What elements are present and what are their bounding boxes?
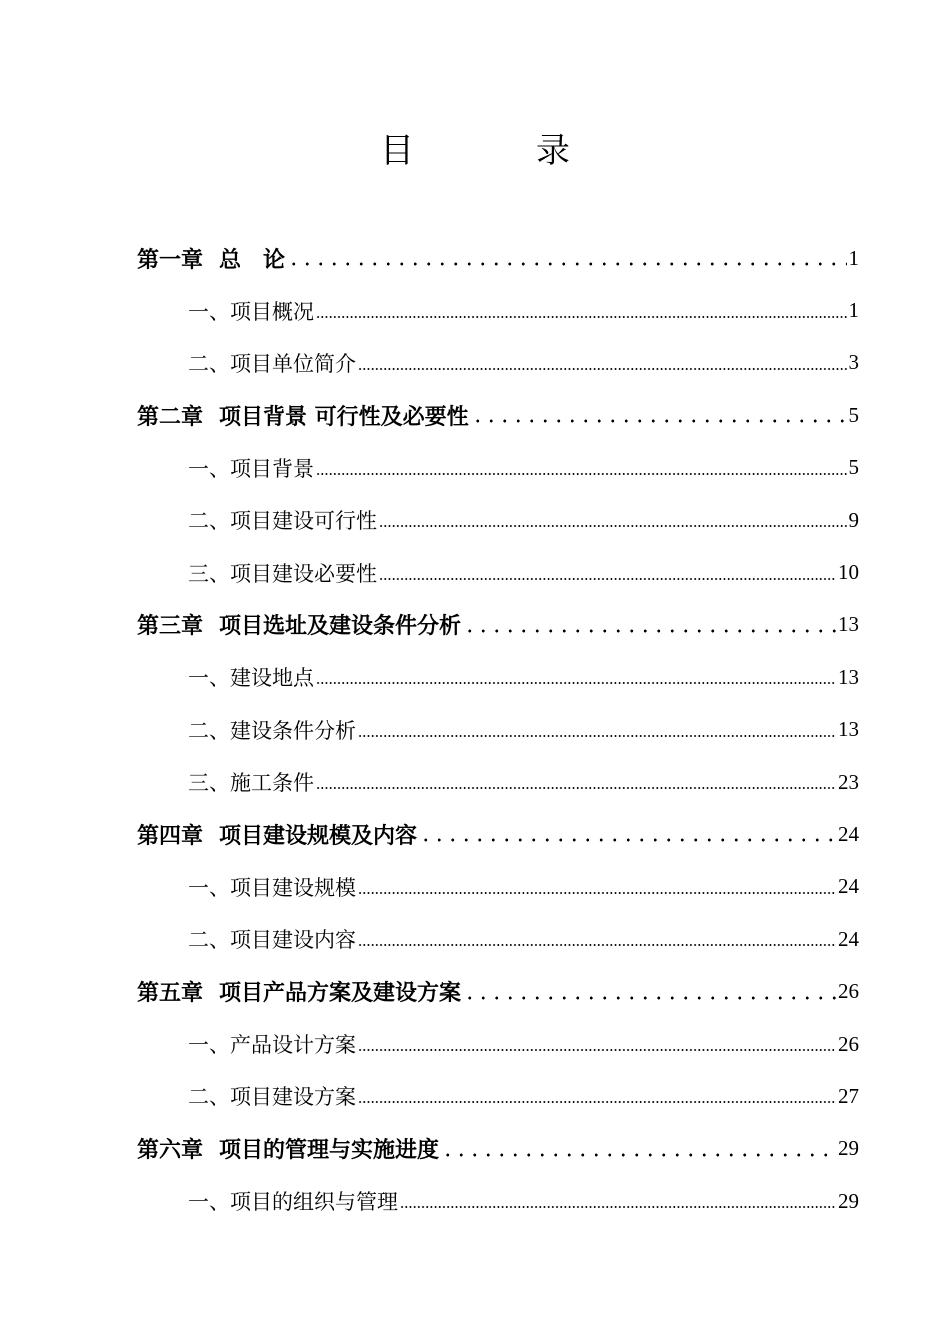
toc-entry-label (188, 1029, 356, 1059)
toc-entry-title: 项目产品方案及建设方案 (219, 980, 462, 1007)
toc-entry-title: 二、建设条件分析 (188, 718, 356, 743)
toc-entry-label (188, 505, 377, 535)
toc-entry-title: 总 论 (219, 246, 286, 273)
toc-section-entry[interactable] (137, 704, 859, 756)
dot-leader (358, 891, 836, 895)
dot-leader (379, 524, 847, 528)
toc-page-number: 26 (838, 979, 859, 1004)
dot-leader (358, 367, 847, 371)
toc-entry-title: 一、项目背景 (188, 456, 314, 481)
toc-section-entry[interactable] (137, 337, 859, 389)
dot-leader (358, 734, 836, 738)
toc-entry-label (137, 1133, 439, 1164)
toc-page-number: 1 (848, 298, 859, 323)
dot-leader (316, 472, 847, 476)
toc-page-number: 9 (848, 507, 859, 532)
toc-page-number: 13 (838, 612, 859, 637)
toc-section-entry[interactable] (137, 651, 859, 703)
chapter-number: 第四章 (137, 822, 204, 849)
toc-section-entry[interactable] (137, 756, 859, 808)
dot-leader (471, 418, 847, 424)
chapter-number: 第五章 (137, 980, 204, 1007)
toc-entry-title: 三、施工条件 (188, 771, 314, 796)
toc-entry-label (188, 296, 314, 326)
toc-page-number: 3 (848, 350, 859, 375)
page-title: 目 录 (380, 131, 614, 171)
dot-leader (419, 837, 836, 843)
toc-entry-title: 二、项目建设可行性 (188, 509, 377, 534)
chapter-number: 第一章 (137, 246, 204, 273)
dot-leader (358, 1100, 836, 1104)
toc-page-number: 1 (848, 245, 859, 270)
dot-leader (400, 1205, 836, 1209)
toc-page-number: 24 (838, 926, 859, 951)
toc-section-entry[interactable] (137, 861, 859, 913)
dot-leader (441, 1152, 836, 1158)
toc-entry-title: 一、产品设计方案 (188, 1033, 356, 1058)
dot-leader (316, 681, 836, 685)
dot-leader (316, 786, 836, 790)
toc-entry-label (188, 767, 314, 797)
dot-leader (358, 1048, 836, 1052)
toc-section-entry[interactable] (137, 546, 859, 598)
toc-entry-label (137, 819, 417, 850)
dot-leader (463, 628, 836, 634)
chapter-number: 第二章 (137, 403, 204, 430)
toc-entry-title: 一、项目建设规模 (188, 875, 356, 900)
toc-entry-title: 二、项目建设方案 (188, 1085, 356, 1110)
toc-entry-title: 三、项目建设必要性 (188, 561, 377, 586)
toc-chapter-entry[interactable] (137, 232, 859, 284)
toc-page-number: 29 (838, 1188, 859, 1213)
toc-chapter-entry[interactable] (137, 599, 859, 651)
toc-page-number: 26 (838, 1031, 859, 1056)
toc-entry-label (188, 924, 356, 954)
toc-chapter-entry[interactable] (137, 808, 859, 860)
toc-page-number: 27 (838, 1083, 859, 1108)
dot-leader (379, 577, 836, 581)
toc-entry-label (188, 715, 356, 745)
toc-entry-title: 项目选址及建设条件分析 (219, 613, 462, 640)
dot-leader (287, 261, 846, 267)
toc-entry-label (188, 662, 314, 692)
chapter-number: 第三章 (137, 613, 204, 640)
toc-entry-title: 一、建设地点 (188, 666, 314, 691)
toc-page-number: 13 (838, 717, 859, 742)
table-of-contents (137, 232, 859, 1227)
toc-entry-title: 二、项目建设内容 (188, 928, 356, 953)
toc-chapter-entry[interactable] (137, 389, 859, 441)
toc-section-entry[interactable] (137, 913, 859, 965)
toc-entry-title: 项目背景 可行性及必要性 (219, 403, 469, 430)
dot-leader (463, 995, 836, 1001)
toc-page-number: 5 (848, 455, 859, 480)
toc-section-entry[interactable] (137, 494, 859, 546)
toc-section-entry[interactable] (137, 442, 859, 494)
toc-entry-label (137, 400, 469, 431)
toc-entry-title: 一、项目的组织与管理 (188, 1190, 398, 1215)
toc-entry-label (137, 976, 461, 1007)
toc-entry-title: 二、项目单位简介 (188, 351, 356, 376)
toc-entry-label (188, 872, 356, 902)
toc-entry-label (188, 1186, 398, 1216)
toc-section-entry[interactable] (137, 1175, 859, 1227)
toc-section-entry[interactable] (137, 284, 859, 336)
toc-entry-label (188, 558, 377, 588)
toc-chapter-entry[interactable] (137, 1123, 859, 1175)
toc-entry-label (137, 609, 461, 640)
dot-leader (316, 315, 847, 319)
toc-section-entry[interactable] (137, 1070, 859, 1122)
dot-leader (358, 943, 836, 947)
toc-entry-label (188, 348, 356, 378)
toc-page-number: 24 (838, 821, 859, 846)
toc-entry-label (188, 1081, 356, 1111)
toc-page-number: 10 (838, 560, 859, 585)
toc-entry-title: 项目建设规模及内容 (219, 822, 418, 849)
toc-entry-title: 一、项目概况 (188, 299, 314, 324)
toc-page-number: 24 (838, 874, 859, 899)
chapter-number: 第六章 (137, 1137, 204, 1164)
toc-page-number: 5 (848, 402, 859, 427)
toc-page-number: 23 (838, 769, 859, 794)
toc-page-number: 13 (838, 664, 859, 689)
toc-entry-label (137, 243, 285, 274)
toc-page-number: 29 (838, 1136, 859, 1161)
toc-section-entry[interactable] (137, 1018, 859, 1070)
toc-chapter-entry[interactable] (137, 965, 859, 1017)
toc-entry-title: 项目的管理与实施进度 (219, 1137, 440, 1164)
toc-entry-label (188, 453, 314, 483)
